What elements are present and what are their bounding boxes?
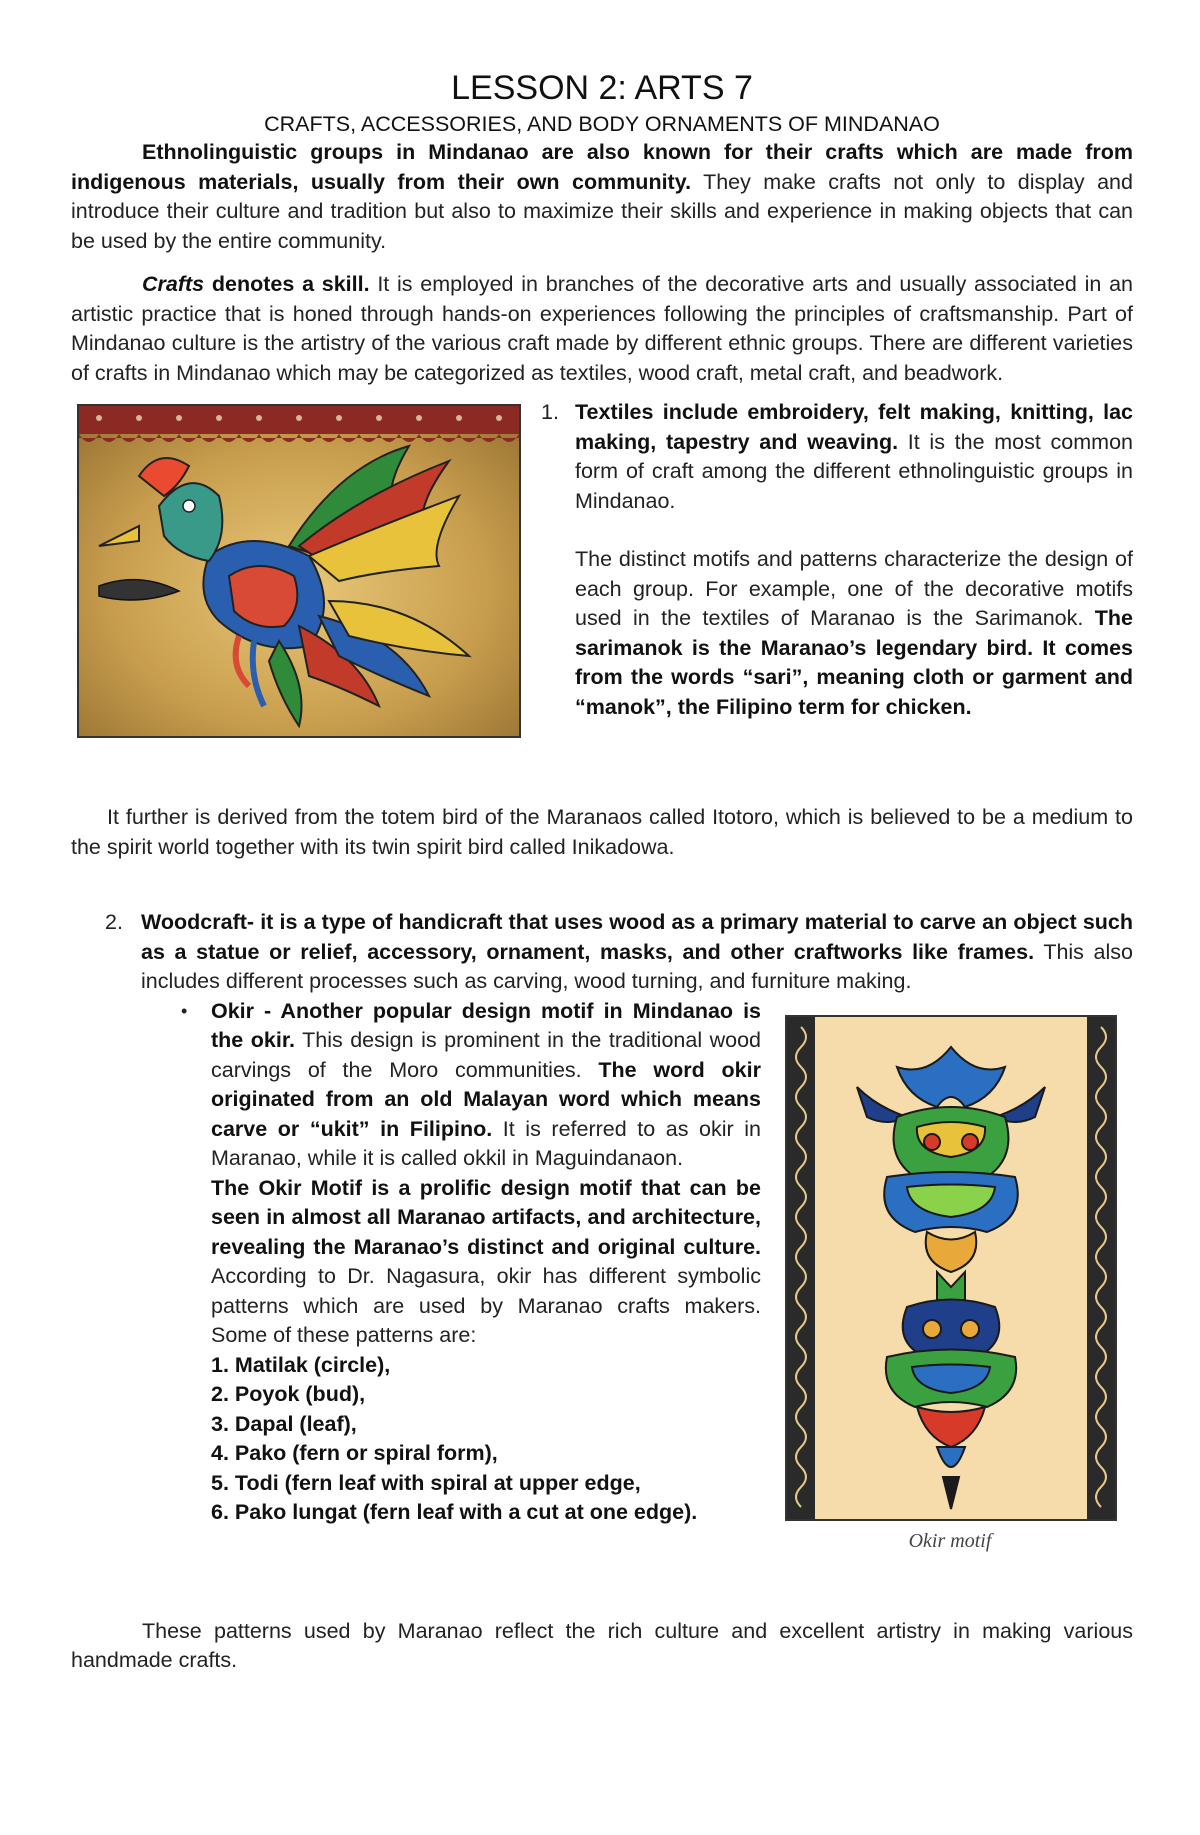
sarimanok-text: The distinct motifs and patterns characterize the design of each group. For example, one of the decorative motifs used in the textiles of Maranao is the Sarimanok. <box>575 547 1133 630</box>
woodcraft-text: This also includes different processes such as carving, wood turning, and furniture making. <box>141 939 1134 993</box>
okir-bold-2: The word okir originated from an old Malayan word which means carve or “ukit” in Filipino. <box>211 1057 761 1141</box>
okir-text-3: According to Dr. Nagasura, okir has different symbolic patterns which are used by Maranao crafts makers. Some of these patterns are: <box>211 1264 761 1347</box>
pattern-item: 3. Dapal (leaf), <box>211 1411 357 1436</box>
intro-text: They make crafts not only to display and introduce their culture and tradition but also to maximize their skills and experience in making objects that can be used by the entire community. <box>71 169 1133 253</box>
textiles-text-rest: It is the most common form of craft among the different ethnolinguistic groups in Mindanao. <box>575 429 1133 513</box>
crafts-term: Crafts <box>142 272 205 296</box>
intro-bold: Ethnolinguistic groups in Mindanao are also known for their crafts which are made from indigenous materials, usually from their own community. <box>71 140 1133 194</box>
okir-text <box>211 997 761 1528</box>
sarimanok-bold: The sarimanok is the Maranao’s legendary bird. It comes from the words “sari”, meaning cloth or garment and “manok”, the Filipino term for chicken. <box>575 606 1133 719</box>
okir-text-2: It is referred to as okir in Maranao, while it is called okkil in Maguindanaon. <box>211 1116 761 1170</box>
textiles-bold: Textiles include embroidery, felt making, knitting, lac making, tapestry and weaving. <box>575 400 1133 454</box>
okir-section <box>71 997 1133 1597</box>
intro-paragraph <box>71 138 1133 256</box>
okir-paragraph-1 <box>211 997 761 1174</box>
totem-paragraph: It further is derived from the totem bird of the Maranaos called Itotoro, which is believed to be a medium to the spirit world together with its twin spirit bird called Inikadowa. <box>71 805 1133 859</box>
okir-patterns-list <box>211 1351 761 1528</box>
okir-caption: Okir motif <box>908 1529 992 1552</box>
textiles-number: 1. <box>541 400 559 424</box>
okir-paragraph-2 <box>211 1174 761 1351</box>
woodcraft-paragraph <box>141 908 1133 997</box>
textiles-section <box>71 398 1133 803</box>
textiles-item <box>541 398 1133 516</box>
okir-bold-1: Okir - Another popular design motif in Mindanao is the okir. <box>211 998 761 1052</box>
crafts-text: It is employed in branches of the decorative arts and usually associated in an artistic practice that is honed through hands-on experiences following the principles of craftsmanship. Part of Mindanao culture is the artistry of the various craft made by different ethnic groups. There are different varieties of crafts in Mindanao which may be categorized as textiles, wood craft, metal craft, and beadwork. <box>71 272 1133 385</box>
crafts-paragraph <box>71 270 1133 388</box>
sarimanok-paragraph <box>575 545 1133 722</box>
sarimanok-image <box>77 404 521 738</box>
woodcraft-number: 2. <box>105 910 123 934</box>
okir-text-1: This design is prominent in the traditional wood carvings of the Moro communities. <box>211 1028 761 1082</box>
pattern-item: 5. Todi (fern leaf with spiral at upper edge, <box>211 1470 641 1495</box>
okir-bold-3: The Okir Motif is a prolific design motif that can be seen in almost all Maranao artifacts, and architecture, revealing the Maranao’s distinct and original culture. <box>211 1175 761 1259</box>
closing-paragraph: These patterns used by Maranao reflect the rich culture and excellent artistry in making various handmade crafts. <box>71 1618 1133 1672</box>
document-page <box>71 66 1133 1676</box>
page-subtitle: CRAFTS, ACCESSORIES, AND BODY ORNAMENTS OF MINDANAO <box>264 112 940 136</box>
okir-motif-image <box>785 1015 1117 1521</box>
textiles-text <box>541 398 1133 722</box>
pattern-item: 2. Poyok (bud), <box>211 1382 366 1406</box>
pattern-item: 6. Pako lungat (fern leaf with a cut at one edge). <box>211 1500 698 1524</box>
woodcraft-bold: Woodcraft- it is a type of handicraft that uses wood as a primary material to carve an object such as a statue or relief, accessory, ornament, masks, and other craftworks like frames. <box>141 910 1133 964</box>
okir-bullet: • <box>181 1000 188 1021</box>
crafts-bold: denotes a skill. <box>204 272 370 296</box>
page-title: LESSON 2: ARTS 7 <box>451 69 753 107</box>
pattern-item: 4. Pako (fern or spiral form), <box>211 1441 498 1465</box>
pattern-item: 1. Matilak (circle), <box>211 1352 391 1377</box>
woodcraft-item <box>71 908 1133 997</box>
